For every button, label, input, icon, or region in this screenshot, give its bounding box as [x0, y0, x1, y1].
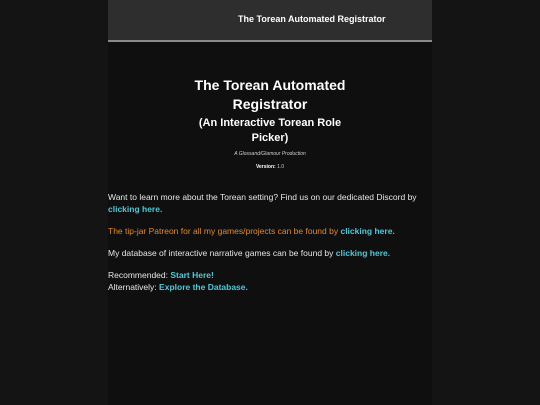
- version-label: Version:: [255, 164, 276, 170]
- story-body: [108, 191, 432, 293]
- recommended-paragraph: [108, 269, 432, 281]
- alternative-label: Alternatively:: [108, 282, 157, 292]
- recommended-label: Recommended:: [108, 270, 169, 280]
- page-subtitle-line-1: (An Interactive Torean Role: [198, 117, 342, 129]
- start-here-link[interactable]: Start Here!: [170, 270, 214, 280]
- page-title-line-2: Registrator: [232, 96, 308, 112]
- version-value: 1.0: [277, 164, 285, 170]
- database-text: My database of interactive narrative games can be found by: [108, 248, 334, 258]
- header-title: The Torean Automated Registrator: [238, 14, 386, 24]
- discord-text: Want to learn more about the Torean setting? Find us on our dedicated Discord by: [108, 192, 417, 202]
- page-subtitle: [108, 116, 432, 146]
- patreon-link[interactable]: clicking here.: [340, 226, 395, 236]
- production-credit: A Glossand/Glamour Production: [234, 151, 306, 157]
- discord-paragraph: [108, 191, 432, 215]
- database-paragraph: [108, 247, 432, 259]
- database-link[interactable]: clicking here.: [335, 248, 391, 258]
- patreon-paragraph: [108, 225, 432, 237]
- version-info: [108, 164, 432, 170]
- alternative-paragraph: [108, 281, 432, 293]
- story-column: [108, 0, 432, 405]
- top-bar: [108, 0, 432, 42]
- explore-database-link[interactable]: Explore the Database.: [159, 282, 248, 292]
- patreon-text: The tip-jar Patreon for all my games/projects can be found by: [108, 226, 339, 236]
- page-subtitle-line-2: Picker): [251, 132, 289, 144]
- discord-link[interactable]: clicking here.: [108, 204, 163, 214]
- page-title: [108, 76, 432, 114]
- page-title-line-1: The Torean Automated: [194, 77, 346, 93]
- title-block: [108, 76, 432, 170]
